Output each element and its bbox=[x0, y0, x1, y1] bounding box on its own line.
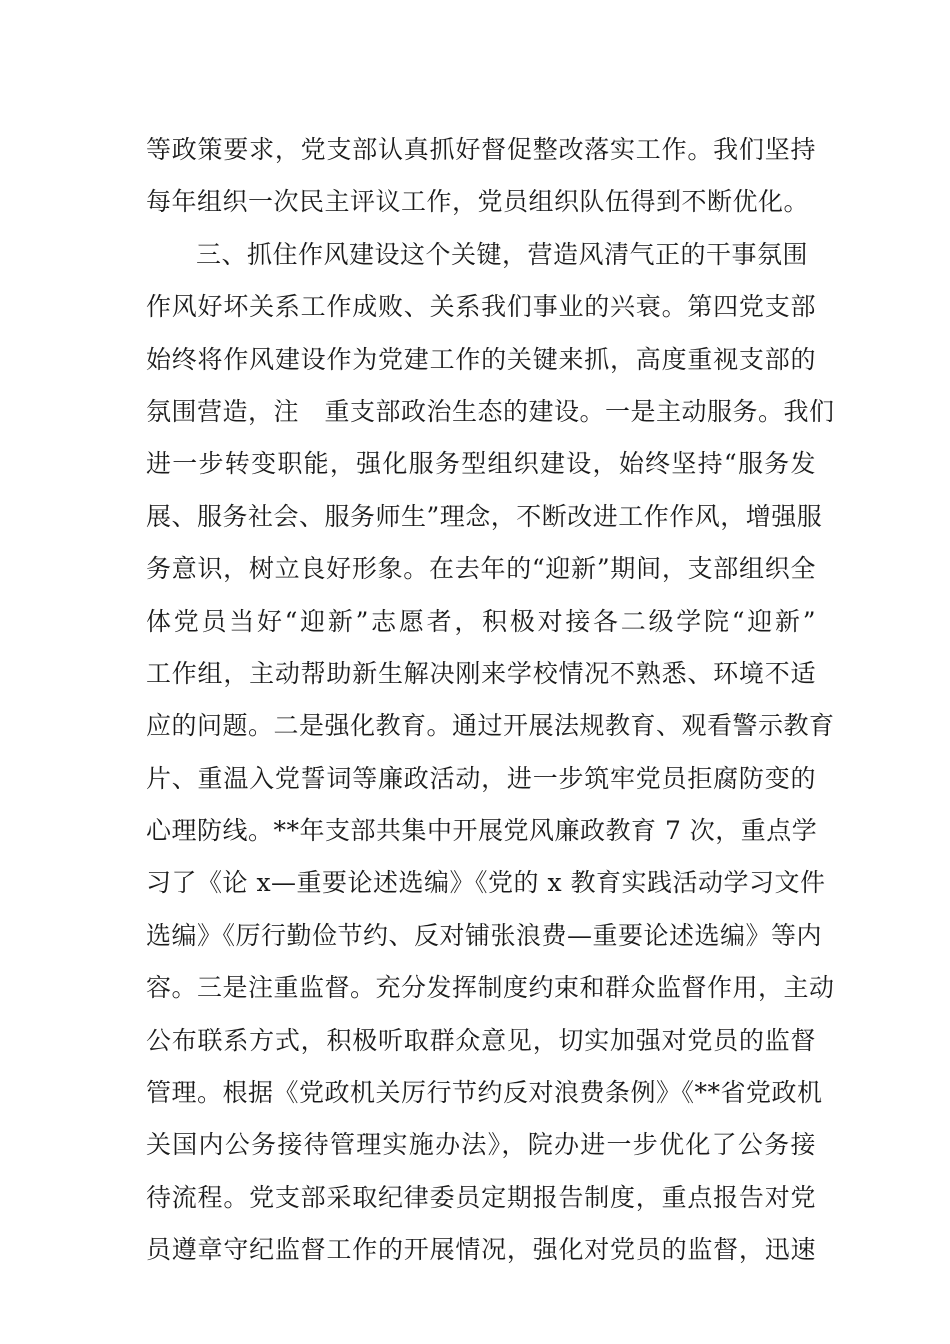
text-line: 关国内公务接待管理实施办法》，院办进一步优化了公务接 bbox=[146, 1130, 816, 1160]
text-line: 务意识，树立良好形象。在去年的“迎新”期间，支部组织全 bbox=[146, 554, 816, 584]
text-line: 进一步转变职能，强化服务型组织建设，始终坚持“服务发 bbox=[146, 449, 816, 479]
text-line: 员遵章守纪监督工作的开展情况，强化对党员的监督，迅速 bbox=[146, 1235, 816, 1265]
text-line: 应的问题。二是强化教育。通过开展法规教育、观看警示教育 bbox=[146, 711, 835, 741]
text-line: 选编》《厉行勤俭节约、反对铺张浪费—重要论述选编》等内 bbox=[146, 920, 823, 950]
section-heading: 三、抓住作风建设这个关键，营造风清气正的干事氛围 bbox=[196, 239, 809, 269]
text-line: 公布联系方式，积极听取群众意见，切实加强对党员的监督 bbox=[146, 1025, 816, 1055]
text-line: 每年组织一次民主评议工作，党员组织队伍得到不断优化。 bbox=[146, 187, 810, 217]
text-line: 习了《论 x—重要论述选编》《党的 x 教育实践活动学习文件 bbox=[146, 868, 826, 898]
text-line: 作风好坏关系工作成败、关系我们事业的兴衰。第四党支部 bbox=[146, 292, 816, 322]
text-line: 始终将作风建设作为党建工作的关键来抓，高度重视支部的 bbox=[146, 344, 816, 374]
text-line: 待流程。党支部采取纪律委员定期报告制度，重点报告对党 bbox=[146, 1182, 816, 1212]
text-line: 等政策要求，党支部认真抓好督促整改落实工作。我们坚持 bbox=[146, 135, 816, 164]
body-text bbox=[146, 124, 835, 1277]
text-line: 氛围营造，注 重支部政治生态的建设。一是主动服务。我们 bbox=[146, 396, 835, 426]
text-line: 管理。根据《党政机关厉行节约反对浪费条例》《**省党政机 bbox=[146, 1078, 823, 1108]
text-line: 展、服务社会、服务师生”理念，不断改进工作作风，增强服 bbox=[146, 501, 823, 531]
text-line: 体党员当好“迎新”志愿者，积极对接各二级学院“迎新” bbox=[146, 606, 816, 636]
text-line: 容。三是注重监督。充分发挥制度约束和群众监督作用，主动 bbox=[146, 973, 835, 1003]
text-line: 片、重温入党誓词等廉政活动，进一步筑牢党员拒腐防变的 bbox=[146, 763, 816, 793]
text-line: 心理防线。**年支部共集中开展党风廉政教育 7 次，重点学 bbox=[146, 816, 818, 846]
text-line: 工作组，主动帮助新生解决刚来学校情况不熟悉、环境不适 bbox=[146, 658, 816, 688]
